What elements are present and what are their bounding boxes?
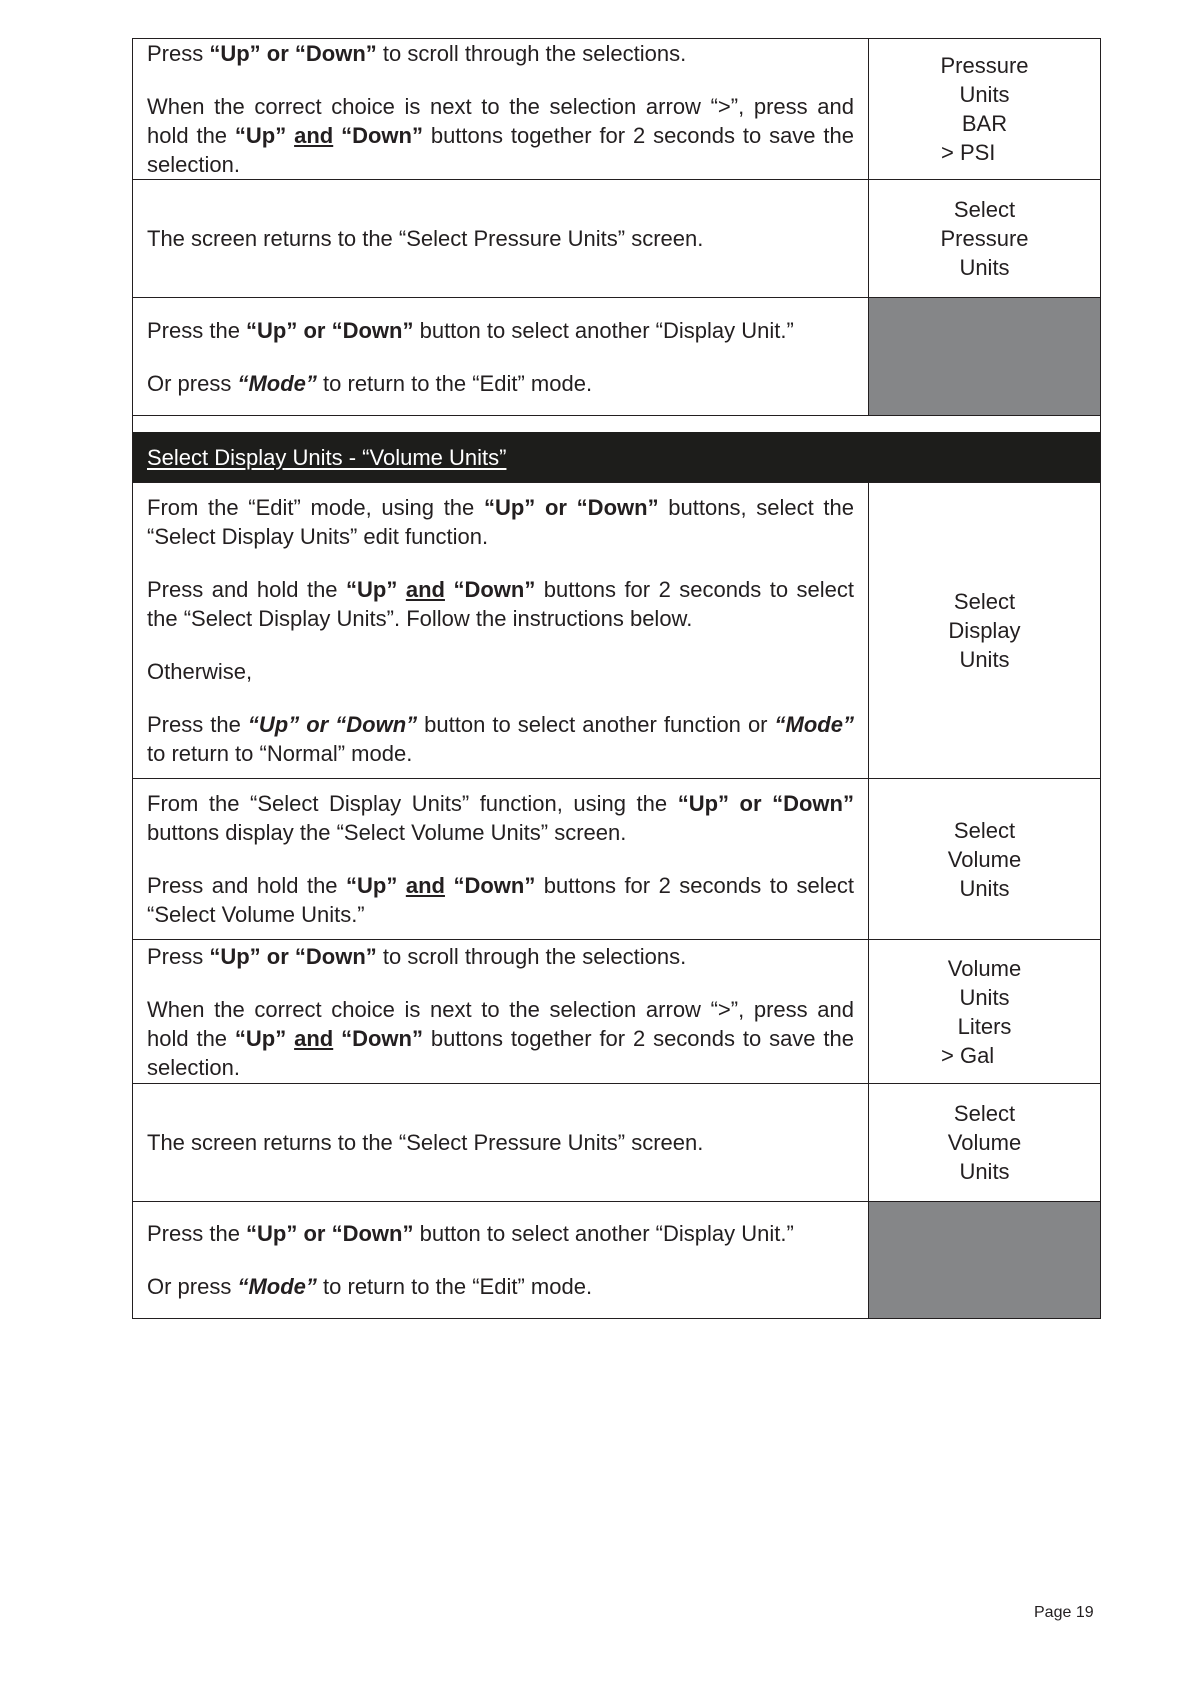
instruction-text [333, 1026, 341, 1051]
instruction-text: “Mode” [237, 1274, 317, 1299]
instruction-text: and [405, 577, 445, 602]
instruction-text: Or press [147, 370, 238, 396]
instruction-cell [133, 779, 869, 940]
display-screen-cell [869, 1084, 1101, 1202]
instruction-text: buttons, select the “Select Display Units” edit function. [147, 495, 854, 549]
instruction-text: and [405, 873, 445, 898]
instruction-text: “Up” or “Down” [209, 943, 377, 969]
instruction-text: to return to “Normal” mode. [147, 741, 413, 766]
instruction-cell [133, 180, 869, 298]
selected-option: > Gal [941, 1042, 995, 1068]
section-header: Select Display Units - “Volume Units” [147, 444, 507, 470]
screen-line: Units [959, 82, 1010, 107]
selected-option: > PSI [941, 140, 996, 165]
instruction-text: button to select another function or [417, 712, 775, 737]
instruction-paragraph [147, 575, 854, 633]
screen-line: Display [948, 618, 1021, 643]
instruction-paragraph [147, 316, 854, 345]
table-row [133, 1202, 1101, 1319]
instruction-text: “Down” [453, 577, 536, 602]
instruction-text: Or press [147, 1274, 238, 1299]
screen-line: Units [959, 647, 1010, 672]
instruction-text: to return to the “Edit” mode. [316, 370, 593, 396]
instruction-text: buttons for 2 seconds to select “Select Volume Units.” [147, 873, 854, 927]
instruction-paragraph [147, 710, 854, 768]
instruction-text: “Up” or “Down” [209, 41, 377, 66]
screen-line: Volume [947, 846, 1022, 872]
instruction-table [132, 38, 1101, 1319]
display-screen-cell [869, 779, 1101, 940]
table-row [133, 180, 1101, 298]
instruction-cell [133, 1084, 869, 1202]
instruction-text: buttons for 2 seconds to select the “Select Display Units”. Follow the instructions below. [147, 577, 854, 631]
instruction-cell [133, 940, 869, 1084]
display-screen-cell [869, 940, 1101, 1084]
spacer-row [133, 416, 1101, 433]
screen-line: Select [953, 197, 1016, 222]
screen-line: Units [959, 1159, 1010, 1184]
table-row [133, 298, 1101, 416]
screen-line: Units [959, 984, 1010, 1010]
table-row [133, 483, 1101, 779]
instruction-text: buttons display the “Select Volume Units” screen. [147, 820, 627, 845]
blank-screen-cell [869, 298, 1101, 416]
screen-line: Select [953, 817, 1016, 843]
instruction-text: From the “Edit” mode, using the [147, 495, 484, 520]
instruction-text: “Up” or “Down” [247, 712, 418, 737]
screen-line: Units [959, 875, 1010, 901]
instruction-text [397, 577, 405, 602]
instruction-text: The screen returns to the “Select Pressure Units” screen. [147, 1130, 704, 1155]
instruction-text: “Up” [234, 123, 287, 148]
instruction-cell [133, 1202, 869, 1319]
instruction-text [333, 123, 341, 148]
instruction-cell [133, 39, 869, 180]
instruction-text: “Down” [341, 123, 423, 148]
instruction-table-body [133, 39, 1101, 1319]
instruction-text [286, 1026, 294, 1051]
instruction-text: buttons together for 2 seconds to save the selection. [147, 123, 854, 177]
instruction-text: to scroll through the selections. [376, 41, 687, 66]
instruction-text [397, 873, 405, 898]
instruction-text: buttons together for 2 seconds to save the selection. [147, 1025, 854, 1080]
instruction-text: “Down” [453, 873, 536, 898]
instruction-text: Press the [147, 1221, 247, 1246]
table-row [133, 1084, 1101, 1202]
instruction-text: and [294, 123, 334, 148]
instruction-paragraph [147, 942, 854, 971]
instruction-text: “Mode” [237, 370, 317, 396]
section-header-row [133, 432, 1101, 483]
instruction-text: From the “Select Display Units” function, using the [147, 791, 678, 816]
instruction-cell [133, 298, 869, 416]
instruction-text: Press the [147, 317, 247, 343]
screen-line: Units [959, 255, 1010, 280]
instruction-paragraph [147, 369, 854, 398]
instruction-text: “Up” or “Down” [677, 791, 854, 816]
instruction-paragraph [147, 224, 854, 253]
screen-line: Pressure [940, 226, 1029, 251]
instruction-text: “Mode” [774, 712, 854, 737]
screen-line: Select [953, 589, 1016, 614]
instruction-text: “Up” [346, 577, 398, 602]
instruction-text: button to select another “Display Unit.” [413, 1221, 794, 1246]
display-screen-cell [869, 180, 1101, 298]
page-number: Page 19 [1034, 1604, 1094, 1621]
screen-line: Pressure [940, 53, 1029, 78]
instruction-text: “Up” [346, 873, 398, 898]
instruction-text: “Up” or “Down” [246, 317, 414, 343]
table-row [133, 779, 1101, 940]
instruction-text: button to select another “Display Unit.” [413, 317, 794, 343]
instruction-paragraph [147, 92, 854, 179]
display-screen-cell [869, 39, 1101, 180]
instruction-text: Press [147, 41, 210, 66]
instruction-text: Press the [147, 712, 248, 737]
screen-line: Select [953, 1101, 1016, 1126]
instruction-text: “Up” [234, 1025, 287, 1051]
instruction-text: Press and hold the [147, 873, 347, 898]
screen-line: Liters [957, 1013, 1012, 1039]
screen-line: Volume [947, 1130, 1022, 1155]
spacer-cell [133, 416, 1101, 433]
instruction-paragraph [147, 871, 854, 929]
instruction-paragraph [147, 1219, 854, 1248]
instruction-text: Press [147, 943, 210, 969]
section-header-cell [133, 432, 1101, 483]
instruction-text [286, 123, 294, 148]
instruction-text: When the correct choice is next to the selection arrow “>”, press and hold the [147, 94, 854, 148]
table-row [133, 940, 1101, 1084]
instruction-paragraph [147, 493, 854, 551]
display-screen-cell [869, 483, 1101, 779]
table-row [133, 39, 1101, 180]
instruction-text: The screen returns to the “Select Pressure Units” screen. [147, 226, 704, 251]
instruction-text: to return to the “Edit” mode. [316, 1274, 593, 1299]
instruction-text: “Up” or “Down” [246, 1221, 414, 1246]
instruction-text: Otherwise, [147, 659, 253, 684]
instruction-paragraph [147, 995, 854, 1082]
screen-line: Volume [947, 955, 1022, 981]
instruction-text: “Up” or “Down” [483, 495, 659, 520]
screen-line: BAR [961, 111, 1008, 136]
instruction-paragraph [147, 1128, 854, 1157]
instruction-paragraph [147, 39, 854, 68]
instruction-paragraph [147, 657, 854, 686]
instruction-cell [133, 483, 869, 779]
instruction-text: and [294, 1025, 334, 1051]
instruction-text: Press and hold the [147, 577, 347, 602]
instruction-paragraph [147, 1272, 854, 1301]
blank-screen-cell [869, 1202, 1101, 1319]
instruction-text: When the correct choice is next to the selection arrow “>”, press and hold the [147, 996, 854, 1051]
instruction-text: to scroll through the selections. [376, 943, 687, 969]
instruction-text: “Down” [341, 1025, 423, 1051]
instruction-paragraph [147, 789, 854, 847]
